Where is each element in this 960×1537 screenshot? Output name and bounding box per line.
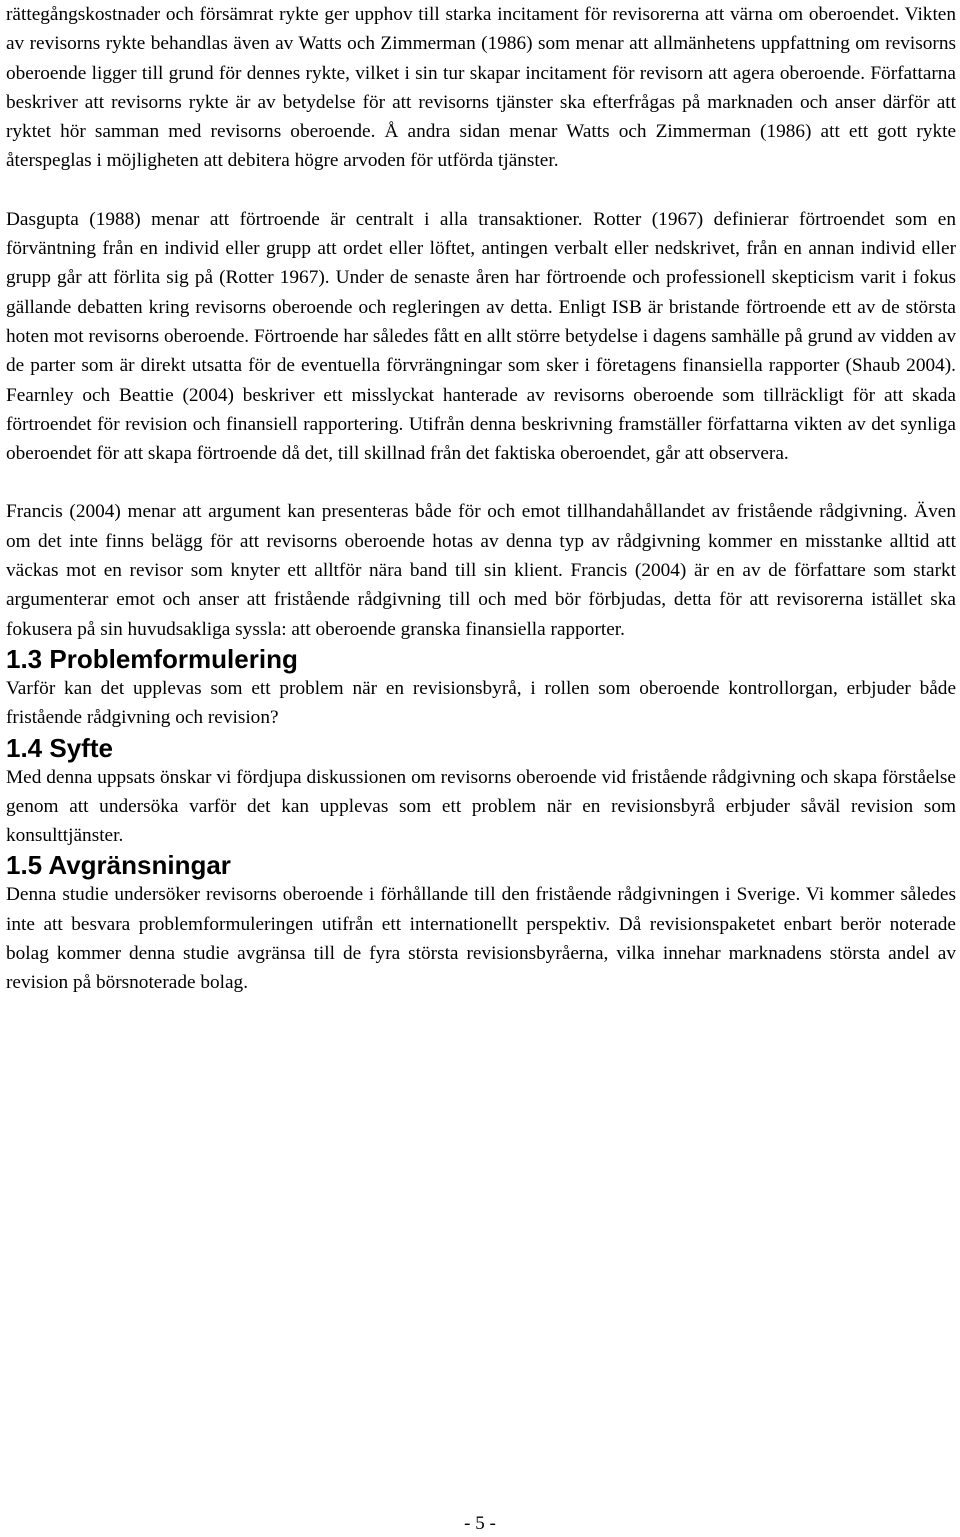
section-text-avgransningar: Denna studie undersöker revisorns oberoende i förhållande till den fristående rådgivningen i Sverige. Vi kommer således inte att besvara problemformuleringen utifrån ett internationellt perspektiv. Då revisionspaketet enbart berör noterade bolag kommer denna studie avgränsa till de fyra största revisionsbyråerna, vilka innehar marknadens största andel av revision på börsnoterade bolag. bbox=[6, 884, 956, 994]
paragraph-trust: Dasgupta (1988) menar att förtroende är centralt i alla transaktioner. Rotter (1967) definierar förtroendet som en förväntning från en individ eller grupp att ordet eller löftet, antingen verbalt eller nedskrivet, från en annan individ eller grupp går att förlita sig på (Rotter 1967). Under de senaste åren har förtroende och professionell skepticism varit i fokus gällande debatten kring revisorns oberoende och regleringen av detta. Enligt ISB är bristande förtroende ett av de största hoten mot revisorns oberoende. Förtroende har således fått en allt större betydelse i dagens samhälle på grund av vidden av de parter som är direkt utsatta för de eventuella förvrängningar som sker i företagens finansiella rapporter (Shaub 2004). Fearnley och Beattie (2004) beskriver ett misslyckat hanterade av revisorns oberoende som tillräckligt för att skada förtroendet för revision och finansiell rapportering. Utifrån denna beskrivning framställer författarna vikten av det synliga oberoendet för att skapa förtroende då det, till skillnad från det faktiska oberoendet, går att observera. bbox=[6, 208, 956, 465]
section-heading-syfte: 1.4 Syfte bbox=[6, 732, 113, 763]
section-text-problemformulering: Varför kan det upplevas som ett problem när en revisionsbyrå, i rollen som oberoende kontrollorgan, erbjuder både fristående rådgivning och revision? bbox=[6, 677, 956, 729]
section-heading-problemformulering: 1.3 Problemformulering bbox=[6, 643, 298, 674]
paragraph-consulting: Francis (2004) menar att argument kan presenteras både för och emot tillhandahållandet av fristående rådgivning. Även om det inte finns belägg för att revisorns oberoende hotas av denna typ av rådgivning kommer en misstanke alltid att väckas mot en revisor som knyter ett alltför nära band till sin klient. Francis (2004) är en av de författare som starkt argumenterar emot och anser att fristående rådgivning till och med bör förbjudas, detta för att revisorerna istället ska fokusera på sin huvudsakliga syssla: att oberoende granska finansiella rapporter. bbox=[6, 501, 956, 640]
document-page bbox=[6, 0, 956, 998]
paragraph-reputation: rättegångskostnader och försämrat rykte ger upphov till starka incitament för revisorerna att värna om oberoendet. Vikten av revisorns rykte behandlas även av Watts och Zimmerman (1986) som menar att allmänhetens uppfattning om revisorns oberoende ligger till grund för dennes rykte, vilket i sin tur skapar incitament för revisorn att agera oberoende. Författarna beskriver att revisorns rykte är av betydelse för att revisorns tjänster ska efterfrågas på marknaden och anser därför att ryktet hör samman med revisorns oberoende. Å andra sidan menar Watts och Zimmerman (1986) att ett gott rykte återspeglas i möjligheten att debitera högre arvoden för utförda tjänster. bbox=[6, 4, 956, 172]
section-heading-avgransningar: 1.5 Avgränsningar bbox=[6, 850, 231, 881]
page-number: - 5 - bbox=[464, 1513, 496, 1534]
section-text-syfte: Med denna uppsats önskar vi fördjupa diskussionen om revisorns oberoende vid fristående rådgivning och skapa förståelse genom att undersöka varför det kan upplevas som ett problem när en revisionsbyrå erbjuder såväl revision som konsulttjänster. bbox=[6, 766, 956, 847]
page-footer bbox=[0, 1512, 960, 1536]
